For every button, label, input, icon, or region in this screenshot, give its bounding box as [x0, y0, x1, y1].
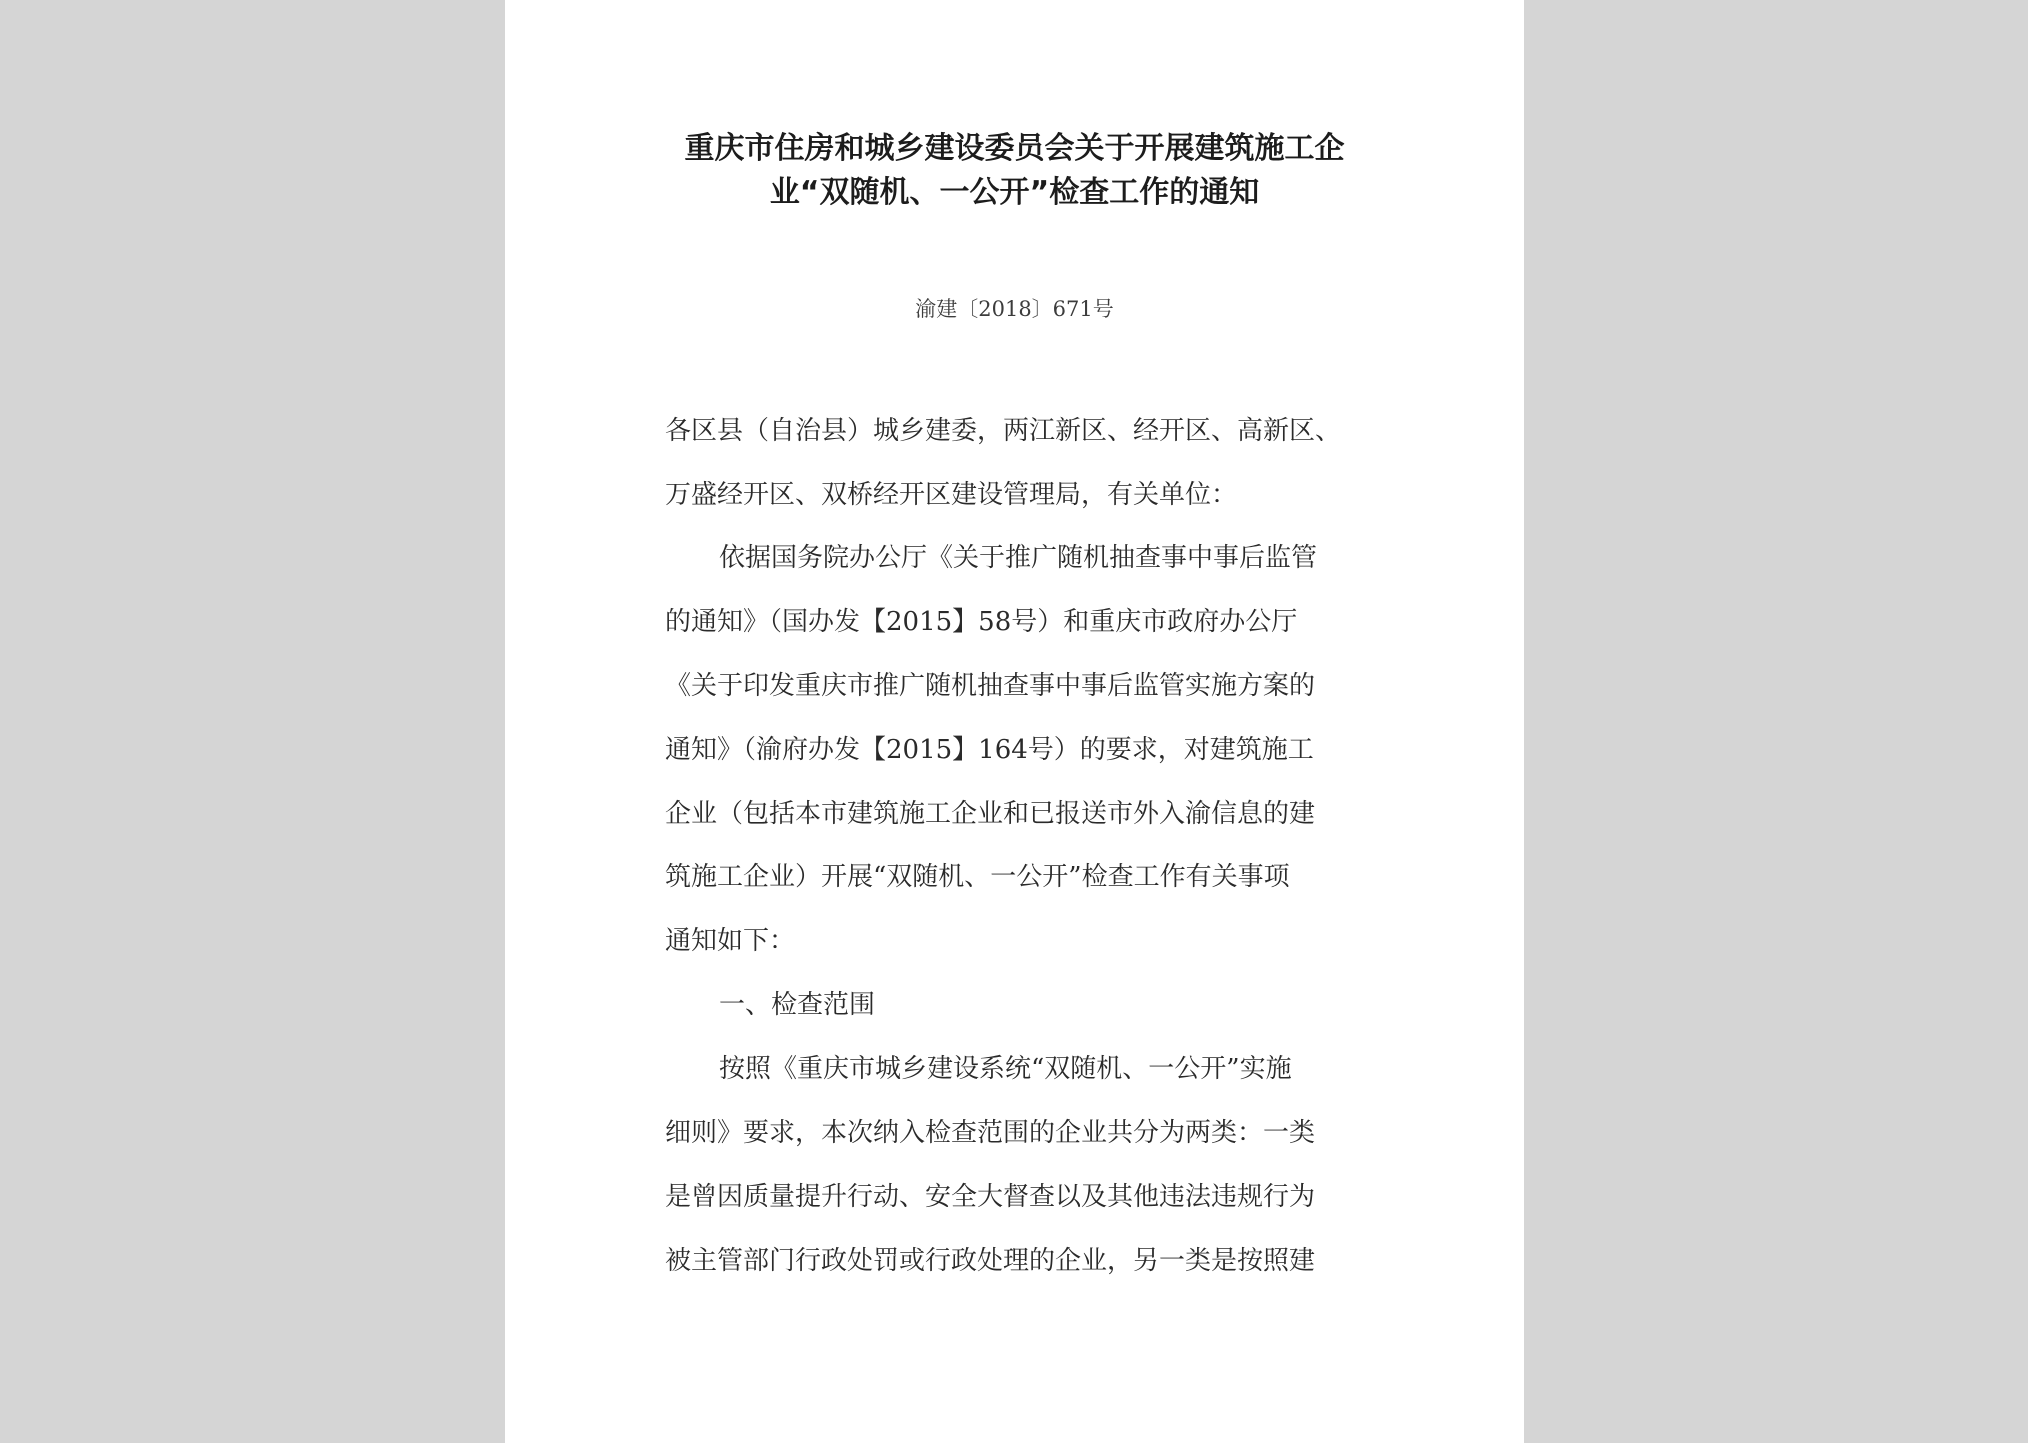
body-line-addressee-2: 万盛经开区、双桥经开区建设管理局，有关单位：: [665, 480, 1238, 510]
body-line-5: 《关于印发重庆市推广随机抽查事中事后监管实施方案的: [665, 671, 1316, 701]
section-heading: 一、检查范围: [719, 990, 876, 1020]
document-title-line-1: 重庆市住房和城乡建设委员会关于开展建筑施工企: [684, 131, 1345, 166]
body-line-12: 细则》要求，本次纳入检查范围的企业共分为两类：一类: [665, 1118, 1316, 1148]
body-line-8: 筑施工企业）开展“双随机、一公开”检查工作有关事项: [665, 862, 1290, 892]
document-number: 渝建〔2018〕671号: [915, 297, 1114, 321]
body-line-13: 是曾因质量提升行动、安全大督查以及其他违法违规行为: [665, 1182, 1316, 1212]
body-line-14: 被主管部门行政处罚或行政处理的企业，另一类是按照建: [665, 1246, 1316, 1276]
body-line-7: 企业（包括本市建筑施工企业和已报送市外入渝信息的建: [665, 799, 1316, 829]
body-line-6: 通知》（渝府办发【2015】164号）的要求，对建筑施工: [665, 735, 1314, 765]
document-page: [505, 0, 1524, 1443]
body-line-3: 依据国务院办公厅《关于推广随机抽查事中事后监管: [719, 543, 1318, 573]
body-line-4: 的通知》（国办发【2015】58号）和重庆市政府办公厅: [665, 607, 1298, 637]
body-line-addressee-1: 各区县（自治县）城乡建委，两江新区、经开区、高新区、: [665, 416, 1342, 446]
body-line-11: 按照《重庆市城乡建设系统“双随机、一公开”实施: [719, 1054, 1292, 1084]
body-line-9: 通知如下：: [665, 926, 796, 956]
document-title-line-2: 业“双随机、一公开”检查工作的通知: [769, 175, 1260, 210]
